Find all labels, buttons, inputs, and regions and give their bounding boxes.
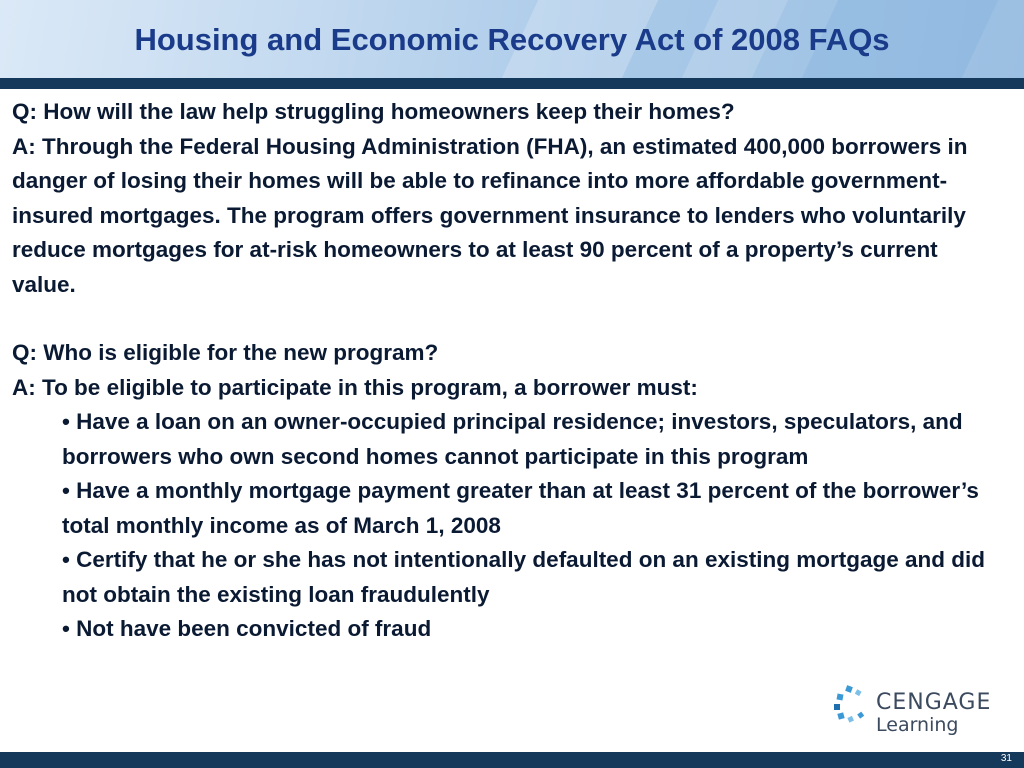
slide-body bbox=[12, 95, 1002, 647]
answer-2: A: To be eligible to participate in this program, a borrower must: bbox=[12, 374, 698, 400]
question-2: Q: Who is eligible for the new program? bbox=[12, 340, 439, 365]
cengage-logo bbox=[832, 682, 992, 742]
list-item: • Certify that he or she has not intentionally defaulted on an existing mortgage and did not obtain the existing loan fraudulently bbox=[62, 547, 985, 607]
list-item: • Have a monthly mortgage payment greater than at least 31 percent of the borrower’s total monthly income as of March 1, 2008 bbox=[62, 478, 979, 538]
list-item: • Have a loan on an owner-occupied principal residence; investors, speculators, and borrowers who own second homes cannot participate in this program bbox=[62, 409, 963, 469]
slide-header bbox=[0, 0, 1024, 78]
question-1: Q: How will the law help struggling homeowners keep their homes? bbox=[12, 99, 735, 124]
answer-1: A: Through the Federal Housing Administration (FHA), an estimated 400,000 borrowers in danger of losing their homes will be able to refinance into more affordable government-insured mortgages. The program offers government insurance to lenders who voluntarily reduce mortgages for at-risk homeowners to at least 90 percent of a property’s current value. bbox=[12, 133, 968, 297]
logo-brand-text: CENGAGE bbox=[876, 690, 992, 715]
slide-title: Housing and Economic Recovery Act of 2008 FAQs bbox=[134, 22, 890, 57]
list-item: • Not have been convicted of fraud bbox=[62, 616, 432, 641]
page-number: 31 bbox=[1000, 753, 1012, 764]
cengage-logo-icon bbox=[832, 684, 872, 724]
paragraph-gap bbox=[12, 302, 1002, 336]
header-divider-bar bbox=[0, 78, 1024, 89]
eligibility-list bbox=[12, 405, 1002, 647]
logo-sub-text: Learning bbox=[876, 714, 959, 736]
slide-footer bbox=[0, 752, 1024, 768]
